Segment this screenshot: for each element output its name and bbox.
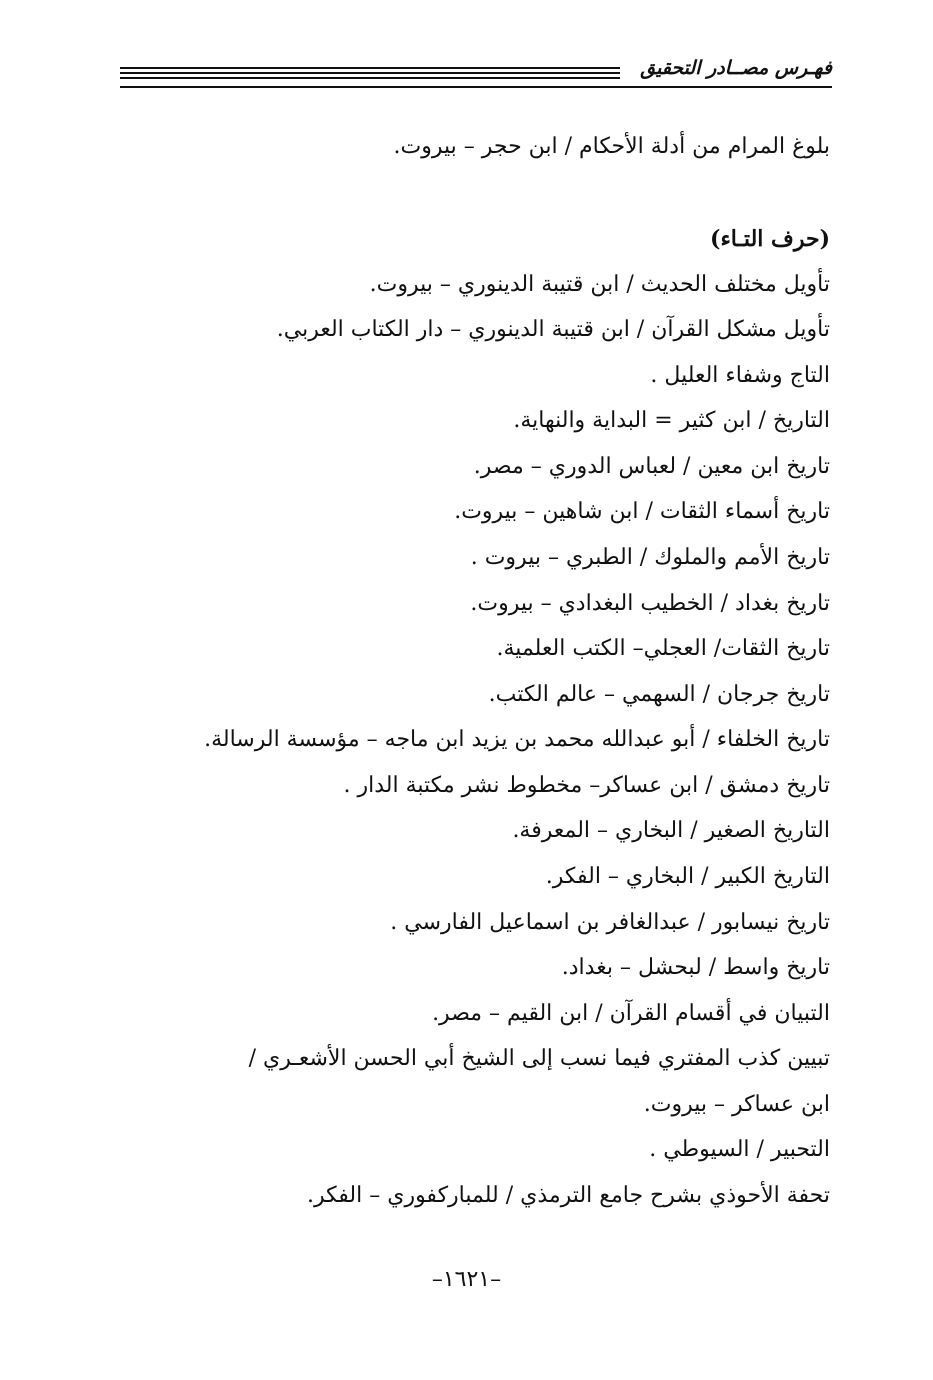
bibliography-entry: تاريخ واسط / لبحشل – بغداد. [561, 955, 830, 980]
header-rule [120, 72, 620, 74]
header-rule [120, 67, 620, 69]
bibliography-entry-continuation: ابن عساكر – بيروت. [643, 1092, 830, 1117]
bibliography-entry: تاريخ الخلفاء / أبو عبدالله محمد بن يزيد ابن ماجه – مؤسسة الرسالة. [204, 727, 830, 752]
bibliography-entry: التاريخ الصغير / البخاري – المعرفة. [512, 818, 830, 843]
bibliography-entry: تاريخ دمشق / ابن عساكر– مخطوط نشر مكتبة الدار . [343, 773, 830, 798]
header-title: فهـرس مصــادر التحقيق [640, 57, 832, 79]
bibliography-entry: تبيين كذب المفتري فيما نسب إلى الشيخ أبي الحسن الأشعـري / [248, 1046, 830, 1071]
bibliography-entry: تأويل مشكل القرآن / ابن قتيبة الدينوري – دار الكتاب العربي. [276, 317, 830, 342]
bibliography-entry: بلوغ المرام من أدلة الأحكام / ابن حجر – بيروت. [393, 134, 830, 159]
bibliography-entry: تاريخ جرجان / السهمي – عالم الكتب. [488, 682, 830, 707]
bibliography-entry: تاريخ بغداد / الخطيب البغدادي – بيروت. [470, 591, 830, 616]
bibliography-entry: تاريخ نيسابور / عبدالغافر بن اسماعيل الفارسي . [390, 910, 830, 935]
bibliography-entry: تاريخ الأمم والملوك / الطبري – بيروت . [470, 545, 830, 570]
bibliography-entry: تاريخ ابن معين / لعباس الدوري – مصر. [473, 454, 830, 479]
bibliography-entry: التاريخ / ابن كثير = البداية والنهاية. [513, 408, 830, 433]
bibliography-entry: التحبير / السيوطي . [649, 1137, 830, 1162]
bibliography-entry: تاريخ أسماء الثقات / ابن شاهين – بيروت. [454, 499, 830, 524]
bibliography-entry: التاج وشفاء العليل . [650, 363, 830, 388]
section-heading: (حرف التـاء) [710, 226, 830, 252]
bibliography-entry: تاريخ الثقات/ العجلي– الكتب العلمية. [496, 636, 830, 661]
page-number: –١٦٢١– [431, 1267, 502, 1292]
bibliography-entry: التبيان في أقسام القرآن / ابن القيم – مصر. [432, 1001, 830, 1026]
running-header [120, 55, 832, 89]
bibliography-entry: التاريخ الكبير / البخاري – الفكر. [545, 864, 830, 889]
bibliography-entry: تأويل مختلف الحديث / ابن قتيبة الدينوري – بيروت. [369, 272, 830, 297]
bibliography-entry: تحفة الأحوذي بشرح جامع الترمذي / للمباركفوري – الفكر. [307, 1183, 830, 1208]
header-underline [120, 86, 832, 88]
header-rule [120, 77, 620, 79]
